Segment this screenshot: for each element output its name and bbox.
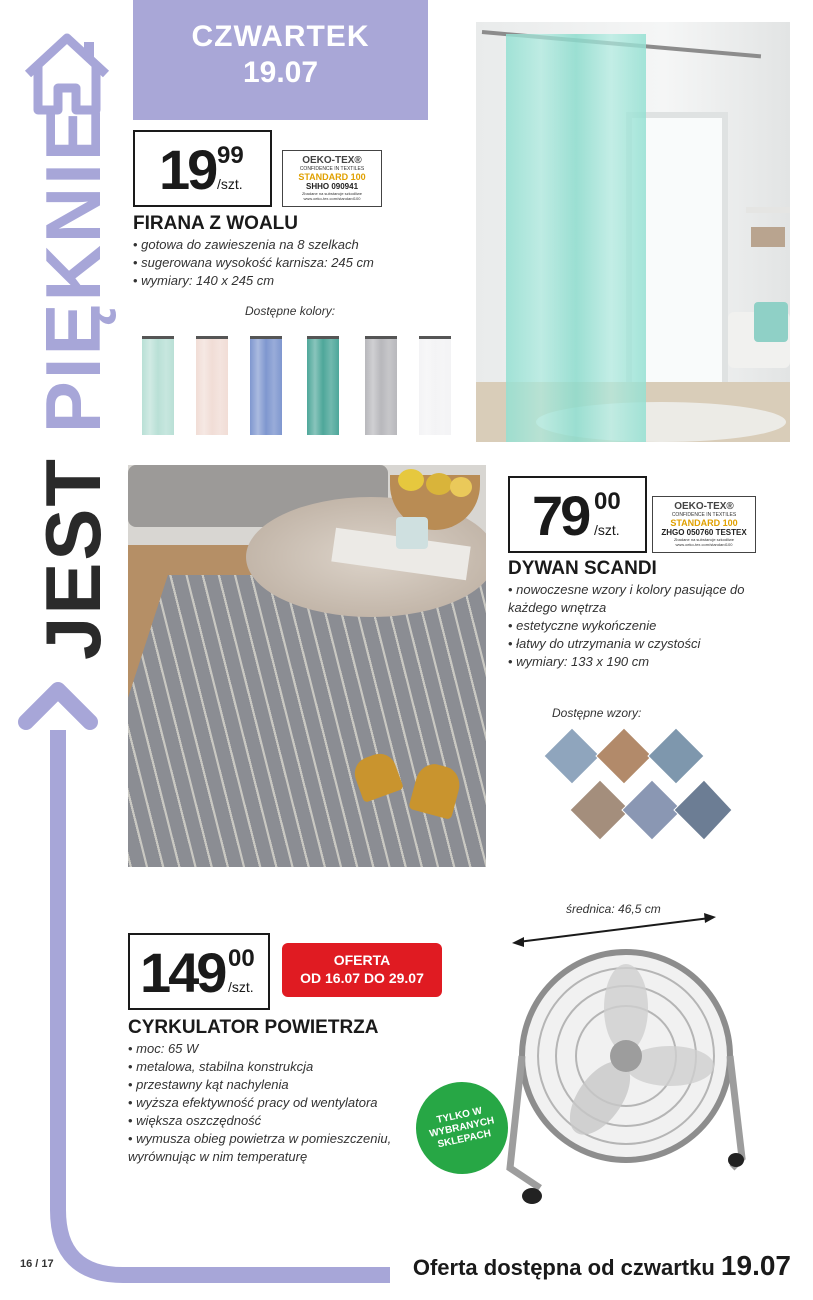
footer-offer-date: 19.07 (720, 1250, 791, 1281)
curtain-feature: • wymiary: 140 x 245 cm (133, 272, 463, 290)
rug-pattern-swatch (622, 780, 682, 840)
cert-url: www.oeko-tex.com/standard100 (303, 196, 361, 201)
rug-pattern-swatch (596, 728, 652, 784)
rug-feature: • estetyczne wykończenie (508, 617, 758, 635)
curtain-oeko-tex-label (282, 150, 382, 207)
rug-features (508, 581, 758, 671)
curtain-price: 19 (159, 138, 216, 201)
banner-day: CZWARTEK (191, 20, 370, 53)
offer-line1: OFERTA (333, 952, 391, 968)
fan-title: CYRKULATOR POWIETRZA (128, 1017, 379, 1038)
cert-name: OEKO-TEX® (674, 501, 734, 512)
fan-price-cents: 00 (228, 945, 255, 972)
rug-feature: • wymiary: 133 x 190 cm (508, 653, 758, 671)
section-title-vertical (28, 107, 118, 660)
fan-feature: • wyższa efektywność pracy od wentylatora (128, 1094, 413, 1112)
footer-offer (413, 1250, 791, 1282)
title-word-jest: JEST (29, 456, 117, 660)
cert-sub: CONFIDENCE IN TEXTILES (671, 512, 737, 518)
day-banner (133, 0, 428, 120)
fan-feature: • moc: 65 W (128, 1040, 413, 1058)
cert-sub: CONFIDENCE IN TEXTILES (299, 166, 365, 172)
curtain-color-swatch (250, 336, 282, 435)
rug-price-unit: /szt. (594, 522, 620, 538)
curtain-feature: • sugerowana wysokość karnisza: 245 cm (133, 254, 463, 272)
fan-feature: • większa oszczędność (128, 1112, 413, 1130)
offer-period-badge (282, 943, 442, 997)
rug-pattern-swatches (540, 724, 736, 848)
fan-feature: • wymusza obieg powietrza w pomieszczeniu, wyrównując w nim temperaturę (128, 1130, 413, 1166)
fan-diameter: średnica: 46,5 cm (566, 902, 661, 916)
curtain-color-swatch (365, 336, 397, 435)
rug-pattern-swatch (544, 728, 600, 784)
fan-price: 149 (140, 941, 225, 1004)
rug-photo (128, 465, 486, 867)
stores-badge-text: TYLKO W WYBRANYCH SKLEPACH (428, 1105, 496, 1151)
banner-date: 19.07 (242, 56, 319, 89)
fan-price-box (128, 933, 270, 1010)
curtain-title: FIRANA Z WOALU (133, 213, 298, 234)
curtain-price-cents: 99 (217, 142, 244, 169)
title-word-piekne: PIĘKNIE (29, 107, 117, 434)
cert-note: Zbadane na substancje szkodliwe (301, 191, 363, 196)
fan-price-unit: /szt. (228, 979, 254, 995)
curtain-color-swatch (419, 336, 451, 435)
curtain-colors-label: Dostępne kolory: (245, 304, 336, 318)
rug-pattern-swatch (674, 780, 732, 840)
cert-name: OEKO-TEX® (302, 155, 362, 166)
cert-url: www.oeko-tex.com/standard100 (675, 542, 733, 547)
offer-line2: OD 16.07 DO 29.07 (300, 970, 424, 986)
cert-code: ZHGO 050760 TESTEX (661, 528, 747, 537)
cert-note: Zbadane na substancje szkodliwe (673, 537, 735, 542)
cert-code: SHHO 090941 (305, 182, 359, 191)
fan-features (128, 1040, 413, 1166)
footer-offer-text: Oferta dostępna od czwartku (412, 1255, 715, 1280)
fan-feature: • przestawny kąt nachylenia (128, 1076, 413, 1094)
rug-pattern-swatch (570, 780, 630, 840)
cert-standard: STANDARD 100 (670, 518, 738, 528)
rug-price: 79 (532, 484, 589, 547)
house-icon (20, 30, 114, 116)
rug-price-box (508, 476, 647, 553)
rug-patterns-label: Dostępne wzory: (552, 706, 642, 720)
curtain-color-swatch (142, 336, 174, 435)
fan-feature: • metalowa, stabilna konstrukcja (128, 1058, 413, 1076)
curtain-price-unit: /szt. (217, 176, 243, 192)
curtain-color-swatch (307, 336, 339, 435)
rug-title: DYWAN SCANDI (508, 558, 657, 579)
rug-price-cents: 00 (594, 488, 621, 515)
curtain-photo (476, 22, 790, 442)
rug-feature: • łatwy do utrzymania w czystości (508, 635, 758, 653)
curtain-features (133, 236, 463, 290)
rug-feature: • nowoczesne wzory i kolory pasujące do każdego wnętrza (508, 581, 758, 617)
fan-photo (500, 938, 760, 1218)
curtain-price-box (133, 130, 272, 207)
curtain-color-swatch (196, 336, 228, 435)
rug-pattern-swatch (648, 728, 704, 784)
page-number: 16 / 17 (20, 1258, 54, 1270)
rug-oeko-tex-label (652, 496, 756, 553)
curtain-feature: • gotowa do zawieszenia na 8 szelkach (133, 236, 463, 254)
cert-standard: STANDARD 100 (298, 172, 366, 182)
